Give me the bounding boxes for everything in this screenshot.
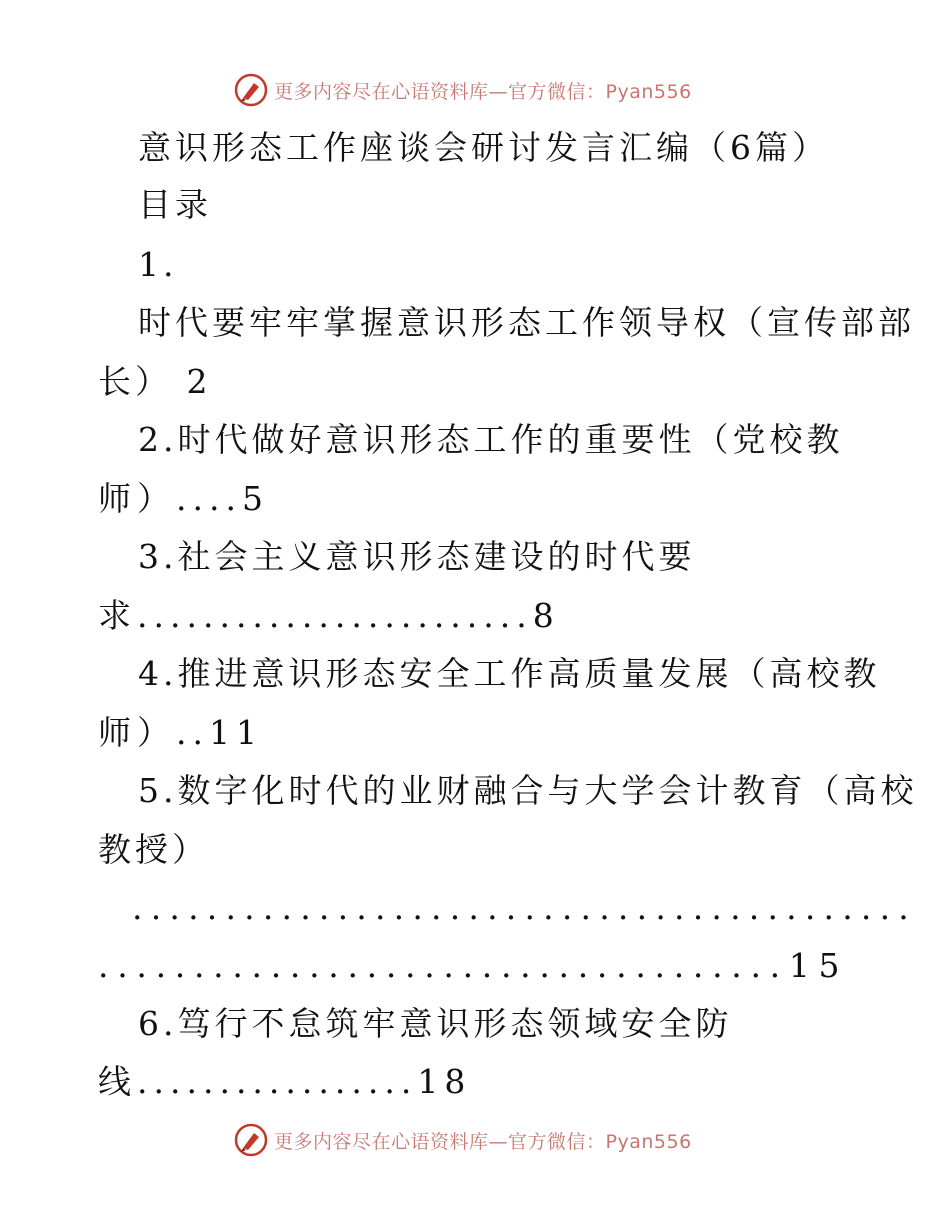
document-title: 意识形态工作座谈会研讨发言汇编（6篇） (138, 128, 829, 167)
watermark-text: 更多内容尽在心语资料库—官方微信：Pyan556 (274, 1130, 692, 1153)
toc-line: 师）....5 (98, 479, 269, 518)
toc-line: 求........................8 (98, 596, 560, 635)
toc-line: 2.时代做好意识形态工作的重要性（党校教 (138, 420, 844, 459)
pen-logo-icon (234, 1123, 268, 1157)
toc-line: 教授） (98, 830, 209, 869)
watermark-banner-top (234, 72, 692, 108)
toc-line: 6.笃行不怠筑牢意识形态领域安全防 (138, 1004, 733, 1043)
toc-line: 长） 2 (98, 362, 212, 401)
pen-logo-icon (234, 73, 268, 107)
toc-line: 线.................18 (98, 1062, 472, 1101)
watermark-text: 更多内容尽在心语资料库—官方微信：Pyan556 (274, 80, 692, 103)
watermark-banner-bottom (234, 1122, 692, 1158)
toc-line: 师）..11 (98, 713, 263, 752)
toc-line: 1. (138, 245, 178, 284)
toc-line: .......................................... (132, 888, 917, 927)
toc-line: 5.数字化时代的业财融合与大学会计教育（高校 (138, 771, 918, 810)
toc-line: 4.推进意识形态安全工作高质量发展（高校教 (138, 654, 881, 693)
toc-line: 3.社会主义意识形态建设的时代要 (138, 537, 696, 576)
toc-line: ....................................15 (98, 946, 849, 985)
toc-heading: 目录 (138, 185, 212, 224)
toc-line: 时代要牢牢掌握意识形态工作领导权（宣传部部 (138, 303, 915, 342)
